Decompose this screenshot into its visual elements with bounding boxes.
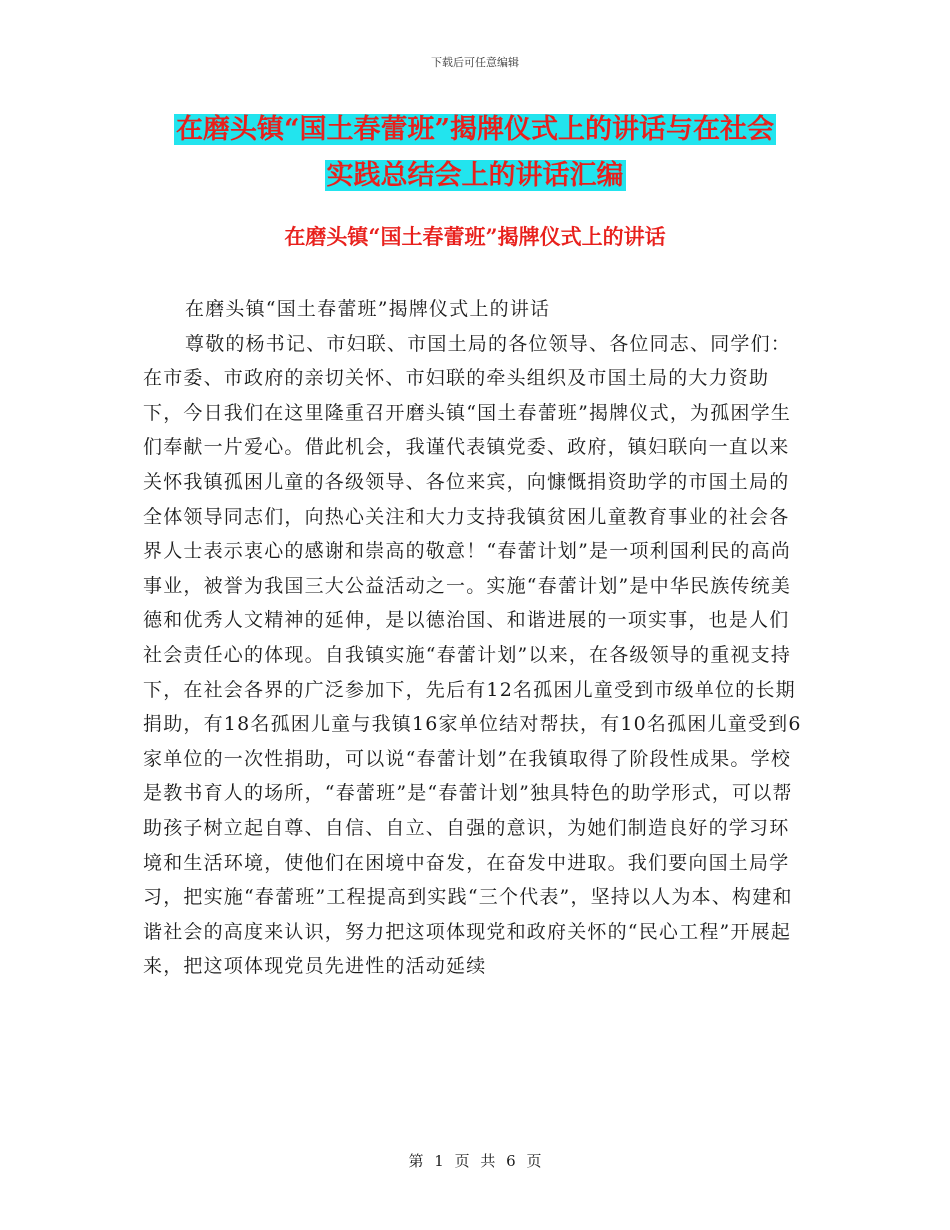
page-footer: 第 1 页 共 6 页 [408, 1152, 542, 1170]
body-text [143, 292, 803, 984]
document-title-line-1 [0, 112, 950, 148]
salutation: 尊敬的杨书记、市妇联、市国土局的各位领导、各位同志、同学们： [185, 332, 792, 355]
document-title-highlight-1: 在磨头镇“国土春蕾班”揭牌仪式上的讲话与在社会 [175, 114, 775, 145]
section-title: 在磨头镇“国土春蕾班”揭牌仪式上的讲话 [284, 224, 666, 249]
body-paragraph: 在市委、市政府的亲切关怀、市妇联的牵头组织及市国土局的大力资助下，今日我们在这里隆重召开磨头镇“国土春蕾班”揭牌仪式，为孤困学生们奉献一片爱心。借此机会，我谨代表镇党委、政府，镇妇联向一直以来关怀我镇孤困儿童的各级领导、各位来宾，向慷慨捐资助学的市国土局的全体领导同志们，向热心关注和大力支持我镇贫困儿童教育事业的社会各界人士表示衷心的感谢和崇高的敬意！“春蕾计划”是一项利国利民的高尚事业，被誉为我国三大公益活动之一。实施“春蕾计划”是中华民族传统美德和优秀人文精神的延伸，是以德治国、和谐进展的一项实事，也是人们社会责任心的体现。自我镇实施“春蕾计划”以来，在各级领导的重视支持下，在社会各界的广泛参加下，先后有12名孤困儿童受到市级单位的长期捐助，有18名孤困儿童与我镇16家单位结对帮扶，有10名孤困儿童受到6家单位的一次性捐助，可以说“春蕾计划”在我镇取得了阶段性成果。学校是教书育人的场所，“春蕾班”是“春蕾计划”独具特色的助学形式，可以帮助孩子树立起自尊、自信、自立、自强的意识，为她们制造良好的学习环境和生活环境，使他们在困境中奋发，在奋发中进取。我们要向国土局学习，把实施“春蕾班”工程提高到实践“三个代表”，坚持以人为本、构建和谐社会的高度来认识，努力把这项体现党和政府关怀的“民心工程”开展起来，把这项体现党员先进性的活动延续 [143, 367, 802, 978]
speech-subtitle: 在磨头镇“国土春蕾班”揭牌仪式上的讲话 [185, 298, 551, 320]
header-note: 下载后可任意编辑 [431, 56, 519, 69]
document-title-line-2 [0, 158, 950, 194]
document-title-highlight-2: 实践总结会上的讲话汇编 [326, 160, 624, 191]
